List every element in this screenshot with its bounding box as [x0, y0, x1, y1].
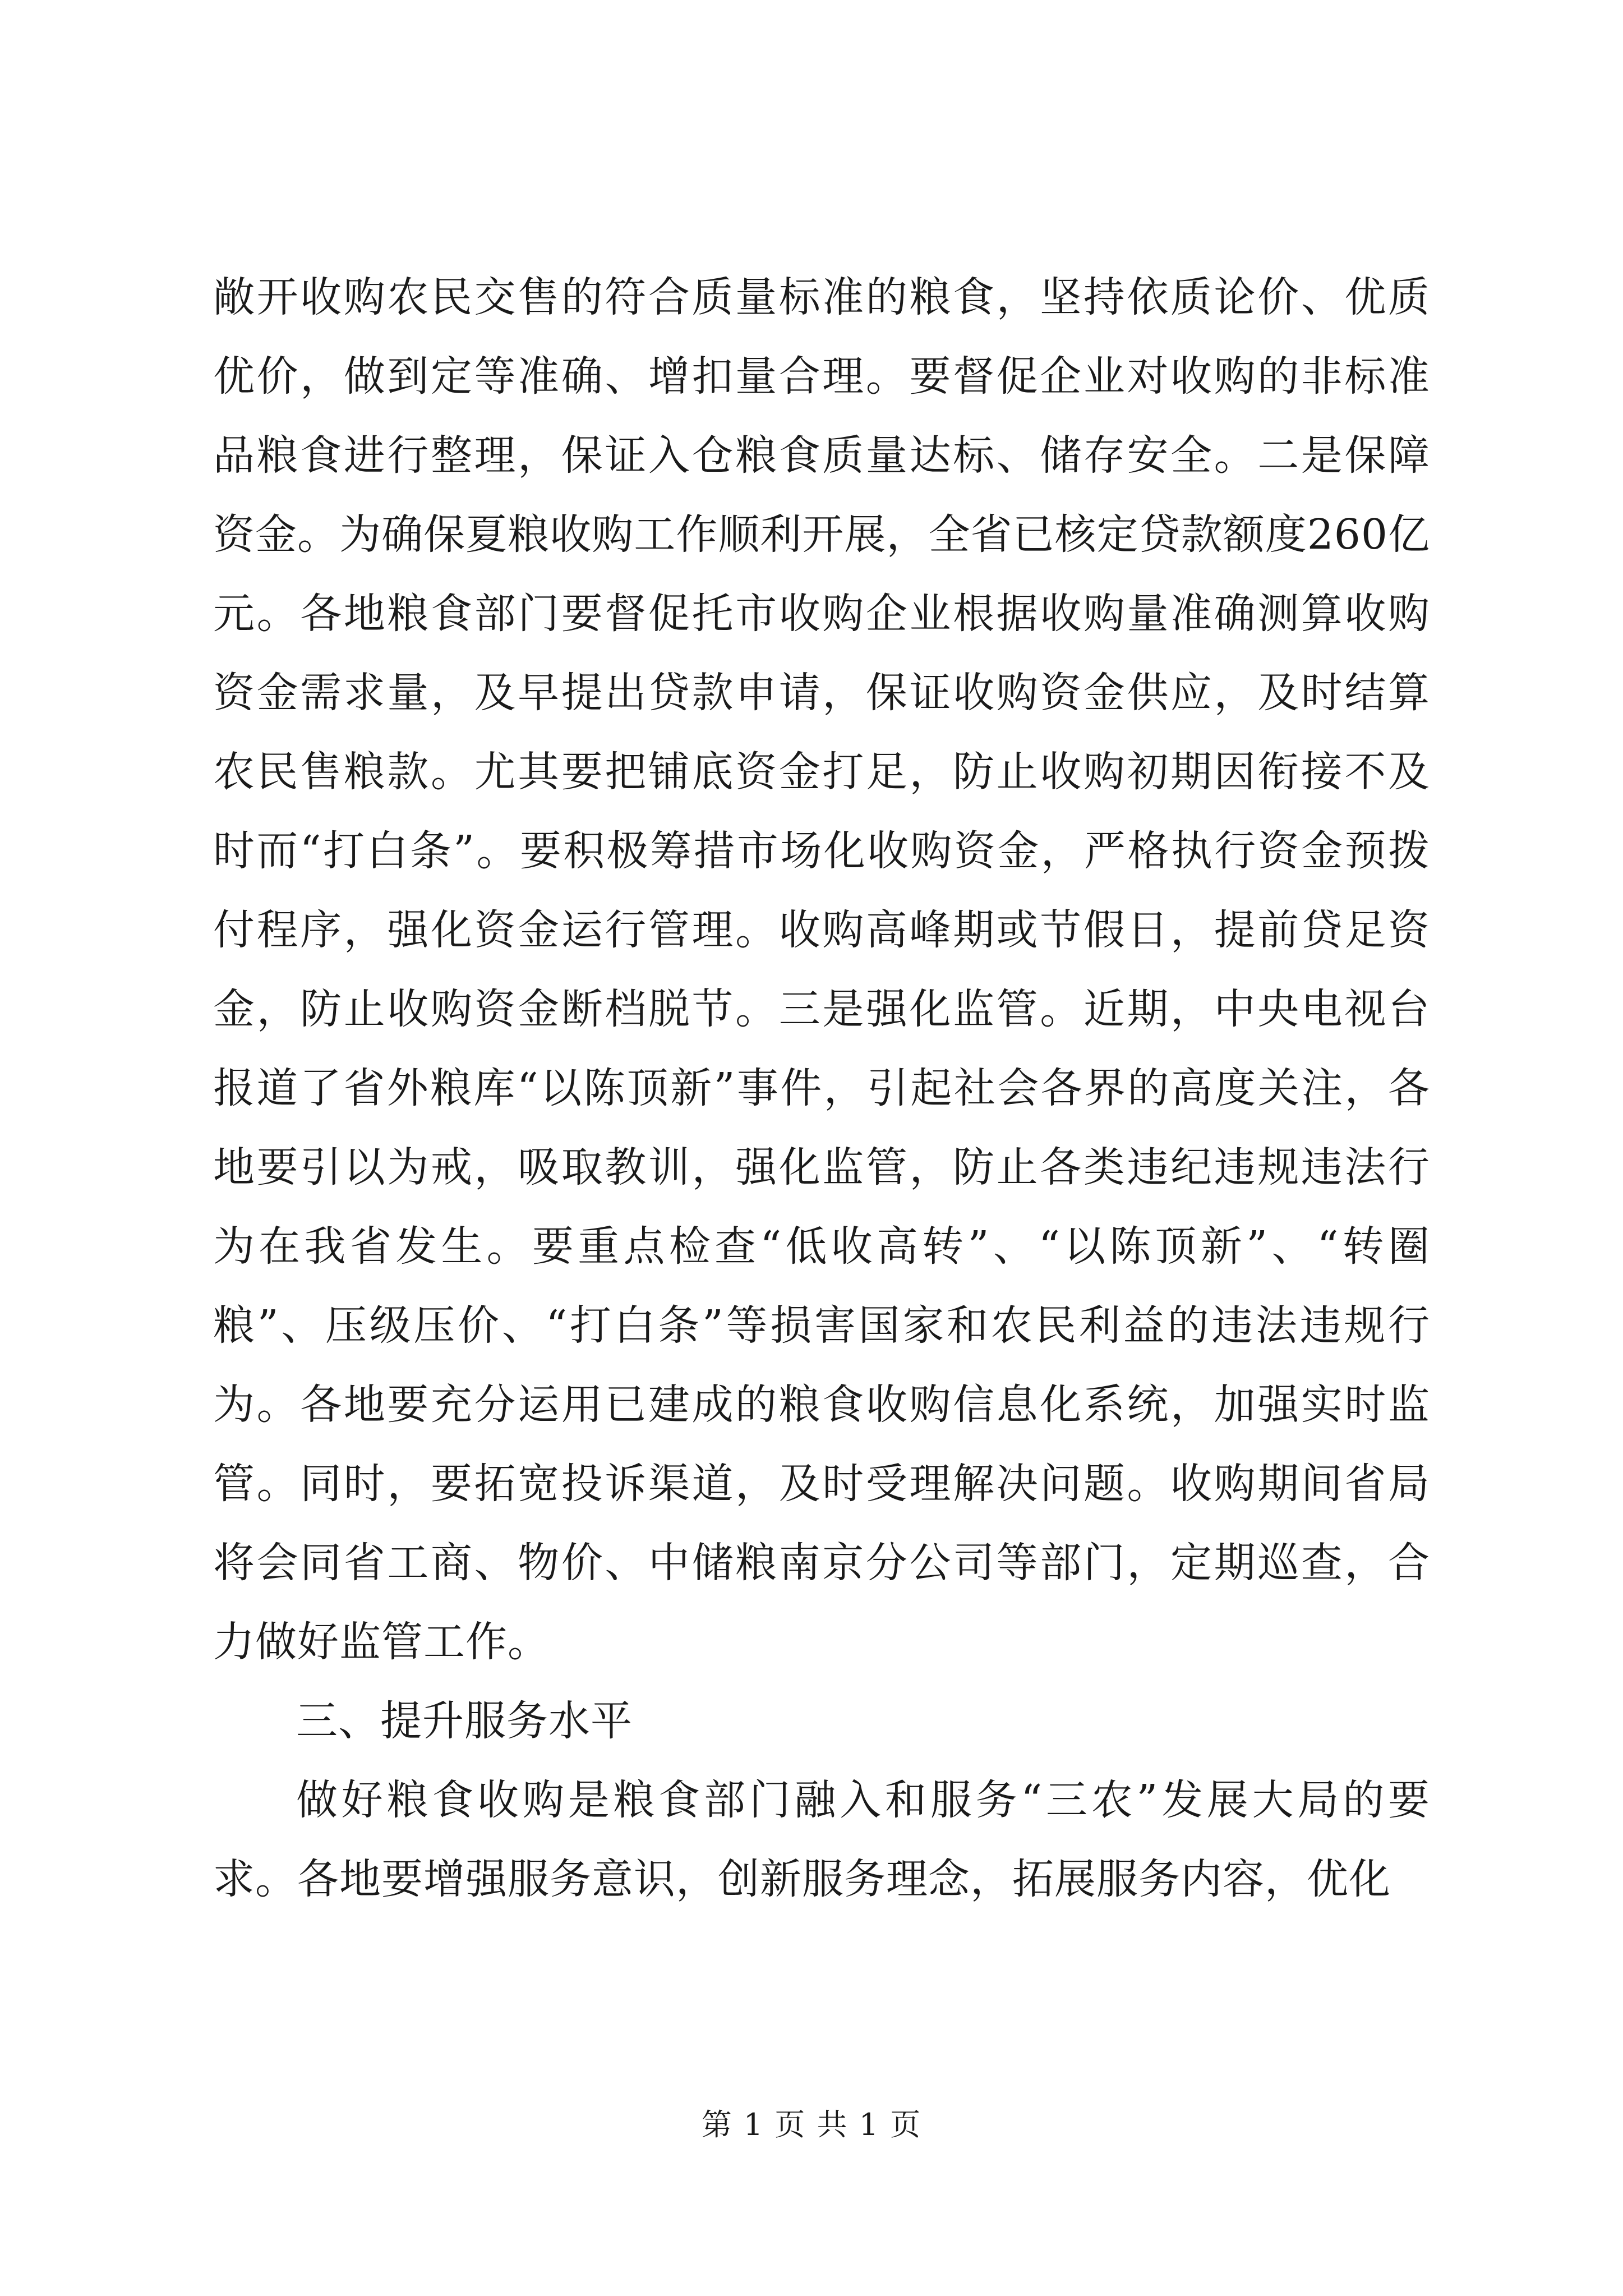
section-heading: 三、提升服务水平: [296, 1697, 633, 1745]
paragraph-continued: 敞开收购农民交售的符合质量标准的粮食，坚持依质论价、优质优价，做到定等准确、增扣量合理。要督促企业对收购的非标准品粮食进行整理，保证入仓粮食质量达标、储存安全。二是保障资金。为确保夏粮收购工作顺利开展，全省已核定贷款额度260亿元。各地粮食部门要督促托市收购企业根据收购量准确测算收购资金需求量，及早提出贷款申请，保证收购资金供应，及时结算农民售粮款。尤其要把铺底资金打足，防止收购初期因衔接不及时而“打白条”。要积极筹措市场化收购资金，严格执行资金预拨付程序，强化资金运行管理。收购高峰期或节假日，提前贷足资金，防止收购资金断档脱节。三是强化监管。近期，中央电视台报道了省外粮库“以陈顶新”事件，引起社会各界的高度关注，各地要引以为戒，吸取教训，强化监管，防止各类违纪违规违法行为在我省发生。要重点检查“低收高转”、“以陈顶新”、“转圈粮”、压级压价、“打白条”等损害国家和农民利益的违法违规行为。各地要充分运用已建成的粮食收购信息化系统，加强实时监管。同时，要拓宽投诉渠道，及时受理解决问题。收购期间省局将会同省工商、物价、中储粮南京分公司等部门，定期巡查，合力做好监管工作。: [213, 273, 1430, 1666]
paragraph: 做好粮食收购是粮食部门融入和服务“三农”发展大局的要求。各地要增强服务意识，创新服务理念，拓展服务内容，优化: [213, 1776, 1430, 1903]
page-footer: 第 1 页 共 1 页: [701, 2107, 922, 2142]
document-body: [213, 258, 1430, 1919]
